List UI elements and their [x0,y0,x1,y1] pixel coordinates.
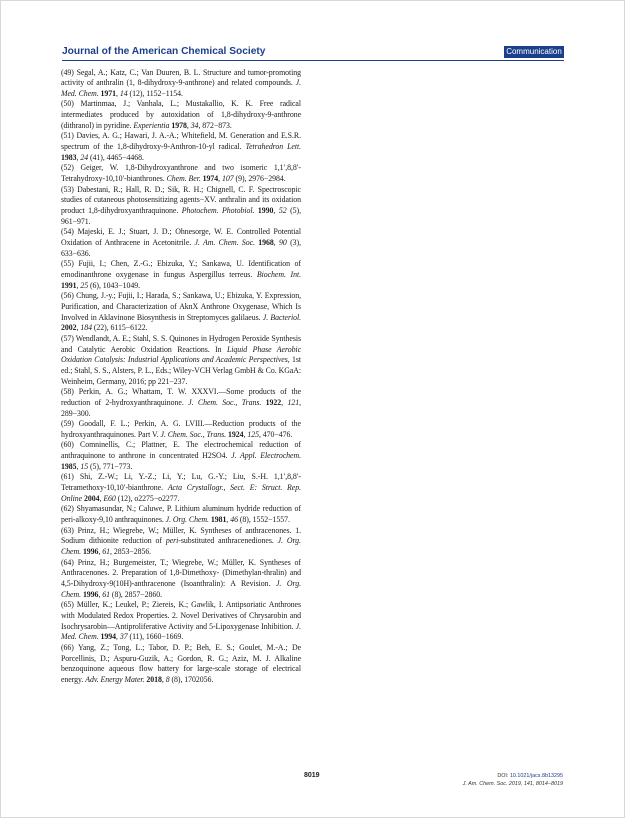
reference-list [61,68,301,686]
reference-item: (51) Davies, A. G.; Hawari, J. A.-A.; Whitefield, M. Generation and E.S.R. spectrum of the 1,8-dihydroxy-9-Anthron-10-yl radical. Tetrahedron Lett. 1983, 24 (41), 4465−4468. [61,131,301,162]
reference-item: (56) Chung, J.-y.; Fujii, I.; Harada, S.; Sankawa, U.; Ebizuka, Y. Expression, Purification, and Characterization of AknX Anthrone Oxygenase, Which Is Involved in Aklavinone Biosynthesis in Streptomyces galilaeus. J. Bacteriol. 2002, 184 (22), 6115−6122. [61,291,301,333]
reference-item: (60) Comninellis, C.; Plattner, E. The electrochemical reduction of anthraquinone to anthrone in concentrated H2SO4. J. Appl. Electrochem. 1985, 15 (5), 771−773. [61,440,301,471]
doi-label: DOI: [497,773,510,779]
reference-item: (50) Martinmaa, J.; Vanhala, L.; Mustakallio, K. K. Free radical intermediates produced by autoxidation of 1,8-dihydroxy-9-anthrone (dithranol) in pyridine. Experientia 1978, 34, 872−873. [61,99,301,130]
reference-item: (63) Prinz, H.; Wiegrebe, W.; Müller, K. Syntheses of anthracenones. 1. Sodium dithionite reduction of peri-substituted anthracenediones. J. Org. Chem. 1996, 61, 2853−2856. [61,525,301,557]
reference-item: (62) Shyamasundar, N.; Caluwe, P. Lithium aluminum hydride reduction of peri-alkoxy-9,10 anthraquinones. J. Org. Chem. 1981, 46 (8), 1552−1557. [61,504,301,525]
article-type-badge: Communication [504,46,564,58]
reference-item: (49) Segal, A.; Katz, C.; Van Duuren, B. L. Structure and tumor-promoting activity of anthralin (1, 8-dihydroxy-9-anthrone) and related compounds. J. Med. Chem. 1971, 14 (12), 1152−1154. [61,67,301,98]
citation-line: J. Am. Chem. Soc. 2019, 141, 8014−8019 [462,780,563,787]
page-number: 8019 [304,772,320,779]
page-header [62,46,564,60]
reference-item: (66) Yang, Z.; Tong, L.; Tabor, D. P.; Beh, E. S.; Goulet, M.-A.; De Porcellinis, D.; Aspuru-Guzik, A.; Gordon, R. G.; Aziz, M. J. Alkaline benzoquinone aqueous flow battery for large-scale storage of electrical energy. Adv. Energy Mater. 2018, 8 (8), 1702056. [61,642,301,684]
doi-block [463,773,563,788]
reference-item: (57) Wendlandt, A. E.; Stahl, S. S. Quinones in Hydrogen Peroxide Synthesis and Catalytic Aerobic Oxidation Reactions. In Liquid Phase Aerobic Oxidation Catalysis: Industrial Applications and Academic Perspectives, 1st ed.; Stahl, S. S., Alsters, P. L., Eds.; Wiley-VCH Verlag GmbH & Co. KGaA: Weinheim, Germany, 2016; pp 221−237. [61,333,301,386]
reference-item: (65) Müller, K.; Leukel, P.; Ziereis, K.; Gawlik, I. Antipsoriatic Anthrones with Modulated Redox Properties. 2. Novel Derivatives of Chrysarobin and Isochrysarobin—Antiproliferative Activity and 5-Lipoxygenase Inhibition. J. Med. Chem. 1994, 37 (11), 1660−1669. [61,600,301,642]
reference-item: (55) Fujii, I.; Chen, Z.-G.; Ebizuka, Y.; Sankawa, U. Identification of emodinanthrone oxygenase in fungus Aspergillus terreus. Biochem. Int. 1991, 25 (6), 1043−1049. [61,259,302,290]
reference-item: (64) Prinz, H.; Burgemeister, T.; Wiegrebe, W.; Müller, K. Syntheses of Anthracenones. 2. Preparation of 1,8-Dimethoxy- (Dimethylan-thralin) and 4,5-Dihydroxy-9(10H)-anthracenone (Isoanthralin): A Revision. J. Org. Chem. 1996, 61 (8), 2857−2860. [61,557,301,599]
reference-item: (54) Majeski, E. J.; Stuart, J. D.; Ohnesorge, W. E. Controlled Potential Oxidation of Anthracene in Acetonitrile. J. Am. Chem. Soc. 1968, 90 (3), 633−636. [61,227,301,258]
doi-link[interactable]: 10.1021/jacs.8b13295 [509,773,563,779]
header-rule [62,60,564,61]
journal-title: Journal of the American Chemical Society [62,46,266,57]
reference-item: (61) Shi, Z.-W.; Li, Y.-Z.; Li, Y.; Lu, G.-Y.; Liu, S.-H. 1,1′,8,8′-Tetramethoxy-10,10′-bianthrone. Acta Crystallogr., Sect. E: Struct. Rep. Online 2004, E60 (12), o2275−o2277. [61,472,302,503]
reference-item: (59) Goodall, F. L.; Perkin, A. G. LVIII.—Reduction products of the hydroxyanthraquinones. Part V. J. Chem. Soc., Trans. 1924, 125, 470−476. [61,419,301,439]
reference-item: (53) Dabestani, R.; Hall, R. D.; Sik, R. H.; Chignell, C. F. Spectroscopic studies of cutaneous photosensitizing agents−XV. anthralin and its oxidation product 1,8-dihydroxyanthraquinone. Photochem. Photobiol. 1990, 52 (5), 961−971. [61,184,301,226]
reference-item: (58) Perkin, A. G.; Whattam, T. W. XXXVI.—Some products of the reduction of 2-hydroxyanthraquinone. J. Chem. Soc., Trans. 1922, 121, 289−300. [61,387,301,418]
reference-item: (52) Geiger, W. 1,8-Dihydroxyanthrone and two isomeric 1,1′,8,8′-Tetrahydroxy-10,10′-bianthrones. Chem. Ber. 1974, 107 (9), 2976−2984. [61,163,301,184]
